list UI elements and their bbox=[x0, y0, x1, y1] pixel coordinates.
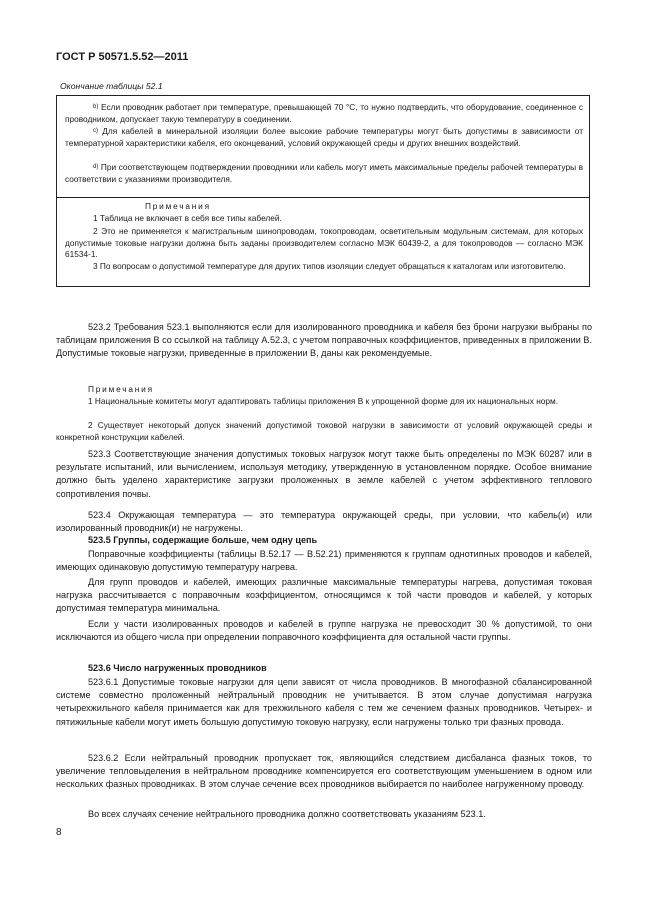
paragraph-523-5-c-text: Если у части изолированных проводов и кабелей в группе нагрузка не превосходит 30 % допустимой, то они исключаются из общего числа при определении поправочного коэффициента для остальной части группы. bbox=[56, 619, 592, 643]
paragraph-523-4 bbox=[56, 509, 592, 535]
footnote-d bbox=[65, 162, 583, 185]
note-2 bbox=[56, 420, 592, 443]
paragraph-523-5-b-text: Для групп проводов и кабелей, имеющих различные максимальные температуры нагрева, допустимая токовая нагрузка рассчитывается с поправочным коэффициентом, относящимся к той части проводов и кабелей, у которых допустимая температура минимальна. bbox=[56, 577, 592, 614]
paragraph-523-2-text: 523.2 Требования 523.1 выполняются если для изолированного проводника и кабеля без брони нагрузки выбраны по таблицам приложения В со ссылкой на таблицу А.52.3, с учетом поправочных коэффициентов, приведенных в приложении В. Допустимые токовые нагрузки, приведенные в приложении В, даны как рекомендуемые. bbox=[56, 322, 592, 359]
footnote-c-mark: c) bbox=[93, 128, 98, 134]
table-note-1 bbox=[65, 213, 583, 225]
footnote-d-mark: d) bbox=[93, 164, 99, 170]
paragraph-523-2 bbox=[56, 321, 592, 361]
note-1-text: 1 Национальные комитеты могут адаптировать таблицы приложения В к упрощенной форме для их национальных норм. bbox=[88, 396, 559, 406]
paragraph-523-6-1 bbox=[56, 676, 592, 729]
document-header: ГОСТ Р 50571.5.52—2011 bbox=[56, 51, 189, 63]
notes-heading: Примечания bbox=[88, 384, 154, 394]
table-caption: Окончание таблицы 52.1 bbox=[60, 81, 163, 91]
paragraph-523-6-1-text: 523.6.1 Допустимые токовые нагрузки для цепи зависят от числа проводников. В многофазной сбалансированной системе совместно проложенный нейтральный проводник не учитывается. В этом случае допустимая нагрузка четырехжильного кабеля принимается как для трехжильного кабеля с тем же сечением фазных проводников. Четырех- и пятижильные кабели могут иметь большую допустимую токовую нагрузку, если нагружены только три фазных провода. bbox=[56, 677, 592, 727]
heading-523-5 bbox=[56, 534, 592, 547]
footnote-d-text: При соответствующем подтверждении проводники или кабель могут иметь максимальные пределы рабочей температуры в соответствии с указаниями производителя. bbox=[65, 162, 583, 184]
table-note-2-text: 2 Это не применяется к магистральным шинопроводам, токопроводам, осветительным модульным системам, для которых допустимые токовые нагрузки должна быть заданы производителем согласно МЭК 60439-2, а для токопроводов — согласно МЭК 61534-1. bbox=[65, 226, 583, 260]
paragraph-523-5-a-text: Поправочные коэффициенты (таблицы В.52.17 — В.52.21) применяются к группам однотипных проводов и кабелей, имеющих одинаковую допустимую температуру нагрева. bbox=[56, 549, 592, 573]
footnote-b bbox=[65, 102, 583, 125]
table-notes-heading: Примечания bbox=[145, 201, 211, 211]
paragraph-523-5-c bbox=[56, 618, 592, 644]
table-footnotes bbox=[57, 96, 589, 198]
footnote-c bbox=[65, 126, 583, 149]
note-1 bbox=[56, 396, 592, 408]
heading-523-5-text: 523.5 Группы, содержащие больше, чем одну цепь bbox=[88, 535, 318, 545]
footnote-b-text: Если проводник работает при температуре, превышающей 70 °С, то нужно подтвердить, что оборудование, соединенное с проводником, допускает такую температуру в соединении. bbox=[65, 102, 583, 124]
table-52-1-end bbox=[56, 95, 590, 287]
page-number: 8 bbox=[56, 827, 62, 838]
heading-523-6 bbox=[56, 662, 592, 675]
table-note-1-text: 1 Таблица не включает в себя все типы кабелей. bbox=[93, 213, 282, 223]
paragraph-523-5-a bbox=[56, 548, 592, 574]
paragraph-523-6-last bbox=[56, 808, 592, 821]
table-note-3 bbox=[65, 261, 583, 273]
heading-523-6-text: 523.6 Число нагруженных проводников bbox=[88, 663, 267, 673]
note-2-text: 2 Существует некоторый допуск значений допустимой токовой нагрузки в зависимости от условий окружающей среды и конкретной конструкции кабелей. bbox=[56, 420, 592, 442]
paragraph-523-6-2 bbox=[56, 752, 592, 792]
table-note-2 bbox=[65, 226, 583, 261]
paragraph-523-5-b bbox=[56, 576, 592, 616]
paragraph-523-3 bbox=[56, 448, 592, 501]
footnote-c-text: Для кабелей в минеральной изоляции более высокие рабочие температуры могут быть допустимы в зависимости от температурной характеристики кабеля, его оконцеваний, условий окружающей среды и других внешних воздействий. bbox=[65, 126, 583, 148]
paragraph-523-6-2-text: 523.6.2 Если нейтральный проводник пропускает ток, являющийся следствием дисбаланса фазных токов, то увеличение тепловыделения в нейтральном проводнике компенсируется его соответствующим уменьшением в одном или нескольких фазных проводниках. В этом случае сечение всех проводников выбирается по наиболее нагруженному проводу. bbox=[56, 753, 592, 790]
paragraph-523-3-text: 523.3 Соответствующие значения допустимых токовых нагрузок могут также быть определены по МЭК 60287 или в результате испытаний, или вычислением, используя методику, утвержденную в установленном порядке. Особое внимание должно быть уделено характеристике загрузки проложенных в земле кабелей с учетом эффективного теплового сопротивления почвы. bbox=[56, 449, 592, 499]
table-note-3-text: 3 По вопросам о допустимой температуре для других типов изоляции следует обращаться к каталогам или изготовителю. bbox=[93, 261, 566, 271]
paragraph-523-4-text: 523.4 Окружающая температура — это температура окружающей среды, при условии, что кабель(и) или изолированный проводник(и) не нагружены. bbox=[56, 510, 592, 534]
footnote-b-mark: b) bbox=[93, 104, 99, 110]
paragraph-523-6-last-text: Во всех случаях сечение нейтрального проводника должно соответствовать указаниям 523.1. bbox=[88, 809, 486, 819]
